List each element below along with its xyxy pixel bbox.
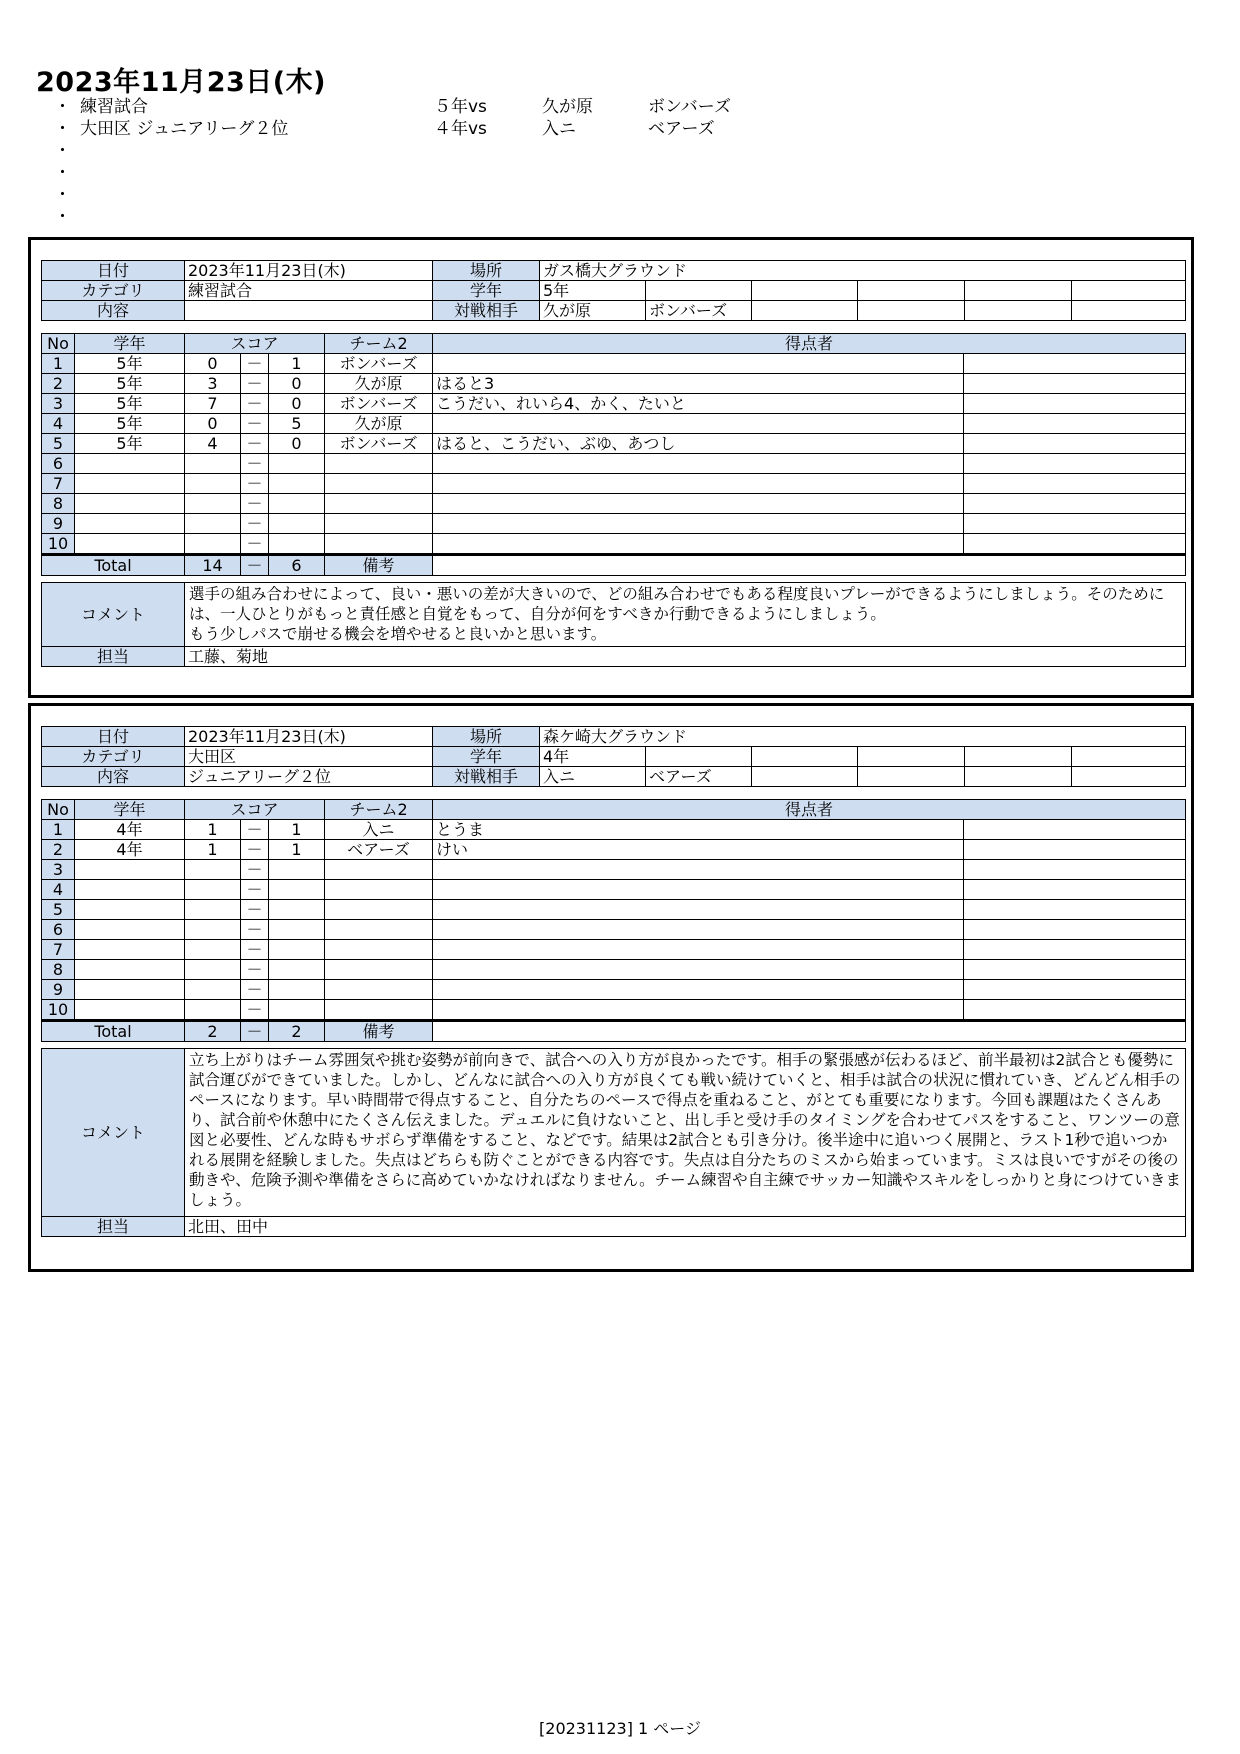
row-score-1 xyxy=(185,474,241,494)
staff-label: 担当 xyxy=(42,1217,185,1237)
row-score-2 xyxy=(269,940,325,960)
row-score-1 xyxy=(185,514,241,534)
blank-cell xyxy=(964,980,1186,1000)
table-row xyxy=(42,474,1186,494)
row-grade xyxy=(75,514,185,534)
col-header-scorers: 得点者 xyxy=(433,334,1186,354)
blank-cell xyxy=(964,840,1186,860)
row-score-2: 0 xyxy=(269,374,325,394)
table-row xyxy=(42,374,1186,394)
match-info-table xyxy=(41,260,1186,321)
row-score-1 xyxy=(185,940,241,960)
blank-cell xyxy=(964,354,1186,374)
table-row xyxy=(42,820,1186,840)
table-row xyxy=(42,354,1186,374)
row-no: 8 xyxy=(42,960,75,980)
row-no: 3 xyxy=(42,394,75,414)
row-score-sep: － xyxy=(241,900,269,920)
row-grade xyxy=(75,534,185,555)
row-scorers: けい xyxy=(433,840,964,860)
row-grade xyxy=(75,494,185,514)
row-team2 xyxy=(325,900,433,920)
row-score-sep: － xyxy=(241,494,269,514)
table-row xyxy=(42,434,1186,454)
summary-bullet: ・ xyxy=(54,185,71,205)
page-title: 2023年11月23日(木) xyxy=(36,67,326,98)
row-team2 xyxy=(325,514,433,534)
total-score-sep: － xyxy=(241,555,269,576)
row-scorers xyxy=(433,860,964,880)
table-row xyxy=(42,940,1186,960)
row-no: 8 xyxy=(42,494,75,514)
row-score-2: 0 xyxy=(269,434,325,454)
row-score-2 xyxy=(269,1000,325,1021)
row-score-2 xyxy=(269,474,325,494)
table-row xyxy=(42,980,1186,1000)
row-score-1 xyxy=(185,900,241,920)
page-footer: [20231123] 1 ページ xyxy=(539,1719,701,1738)
staff-value: 北田、田中 xyxy=(185,1217,1186,1237)
col-header-grade: 学年 xyxy=(75,334,185,354)
row-team2 xyxy=(325,920,433,940)
blank-cell xyxy=(964,940,1186,960)
col-header-scorers: 得点者 xyxy=(433,800,1186,820)
date-value: 2023年11月23日(木) xyxy=(185,727,433,747)
row-score-sep: － xyxy=(241,920,269,940)
blank-cell xyxy=(964,414,1186,434)
remarks-value xyxy=(433,555,1186,576)
summary-bullet: ・ xyxy=(54,163,71,183)
row-team2 xyxy=(325,1000,433,1021)
row-score-sep: － xyxy=(241,394,269,414)
row-score-2: 1 xyxy=(269,820,325,840)
results-table xyxy=(41,799,1186,1042)
blank-cell xyxy=(964,514,1186,534)
row-score-sep: － xyxy=(241,454,269,474)
row-score-sep: － xyxy=(241,354,269,374)
blank-cell xyxy=(964,474,1186,494)
staff-value: 工藤、菊地 xyxy=(185,647,1186,667)
row-score-2: 0 xyxy=(269,394,325,414)
row-score-2: 1 xyxy=(269,840,325,860)
remarks-label: 備考 xyxy=(325,1021,433,1042)
staff-label: 担当 xyxy=(42,647,185,667)
total-label: Total xyxy=(42,555,185,576)
row-score-sep: － xyxy=(241,474,269,494)
row-no: 10 xyxy=(42,1000,75,1021)
blank-cell xyxy=(964,900,1186,920)
comment-label: コメント xyxy=(42,1049,185,1217)
total-label: Total xyxy=(42,1021,185,1042)
row-score-2 xyxy=(269,534,325,555)
row-score-sep: － xyxy=(241,374,269,394)
row-score-1 xyxy=(185,980,241,1000)
content-label: 内容 xyxy=(42,767,185,787)
row-scorers xyxy=(433,1000,964,1021)
row-scorers xyxy=(433,920,964,940)
row-team2: ボンバーズ xyxy=(325,434,433,454)
blank-cell xyxy=(1072,281,1186,301)
row-score-sep: － xyxy=(241,514,269,534)
row-no: 1 xyxy=(42,354,75,374)
blank-cell xyxy=(964,534,1186,555)
row-scorers xyxy=(433,980,964,1000)
place-label: 場所 xyxy=(433,261,540,281)
row-score-1 xyxy=(185,860,241,880)
col-header-team2: チーム2 xyxy=(325,800,433,820)
row-score-sep: － xyxy=(241,940,269,960)
blank-cell xyxy=(1072,747,1186,767)
opponent-label: 対戦相手 xyxy=(433,767,540,787)
row-no: 3 xyxy=(42,860,75,880)
row-score-1 xyxy=(185,494,241,514)
row-scorers xyxy=(433,900,964,920)
category-label: カテゴリ xyxy=(42,281,185,301)
row-team2 xyxy=(325,860,433,880)
row-grade xyxy=(75,454,185,474)
row-scorers: はると、こうだい、ぶゆ、あつし xyxy=(433,434,964,454)
date-label: 日付 xyxy=(42,727,185,747)
row-grade: 4年 xyxy=(75,820,185,840)
row-team2: 入ニ xyxy=(325,820,433,840)
opponent-team-2: ベアーズ xyxy=(646,767,752,787)
row-score-sep: － xyxy=(241,820,269,840)
row-team2: ベアーズ xyxy=(325,840,433,860)
content-label: 内容 xyxy=(42,301,185,321)
row-scorers xyxy=(433,354,964,374)
opponent-team-1: 久が原 xyxy=(540,301,646,321)
table-row xyxy=(42,900,1186,920)
blank-cell xyxy=(965,301,1072,321)
match-report-1 xyxy=(28,237,1194,698)
row-team2 xyxy=(325,454,433,474)
row-score-1 xyxy=(185,880,241,900)
summary-team2: ボンバーズ xyxy=(648,97,731,117)
content-value xyxy=(185,301,433,321)
summary-team2: ベアーズ xyxy=(648,119,715,139)
row-score-sep: － xyxy=(241,414,269,434)
col-header-no: No xyxy=(42,800,75,820)
blank-cell xyxy=(964,454,1186,474)
col-header-score: スコア xyxy=(185,334,325,354)
row-grade xyxy=(75,1000,185,1021)
comment-table xyxy=(41,1048,1186,1237)
row-scorers xyxy=(433,940,964,960)
row-scorers xyxy=(433,534,964,555)
row-score-2 xyxy=(269,880,325,900)
category-value: 大田区 xyxy=(185,747,433,767)
match-info-table xyxy=(41,726,1186,787)
row-no: 7 xyxy=(42,474,75,494)
row-team2 xyxy=(325,880,433,900)
row-score-1: 3 xyxy=(185,374,241,394)
row-score-2 xyxy=(269,900,325,920)
blank-cell xyxy=(752,767,858,787)
match-report-2 xyxy=(28,703,1194,1272)
blank-cell xyxy=(858,747,965,767)
row-team2 xyxy=(325,940,433,960)
total-score-sep: － xyxy=(241,1021,269,1042)
table-row xyxy=(42,860,1186,880)
row-score-sep: － xyxy=(241,980,269,1000)
row-team2 xyxy=(325,494,433,514)
row-no: 9 xyxy=(42,514,75,534)
row-scorers xyxy=(433,514,964,534)
blank-cell xyxy=(646,281,752,301)
row-score-sep: － xyxy=(241,960,269,980)
blank-cell xyxy=(964,920,1186,940)
category-label: カテゴリ xyxy=(42,747,185,767)
blank-cell xyxy=(964,860,1186,880)
blank-cell xyxy=(964,494,1186,514)
row-grade xyxy=(75,880,185,900)
total-score-1: 14 xyxy=(185,555,241,576)
row-grade xyxy=(75,980,185,1000)
blank-cell xyxy=(752,281,858,301)
comment-label: コメント xyxy=(42,583,185,647)
summary-grade: ４年vs xyxy=(434,119,487,139)
row-team2: 久が原 xyxy=(325,374,433,394)
summary-team1: 久が原 xyxy=(542,97,593,117)
row-score-2 xyxy=(269,860,325,880)
row-grade xyxy=(75,900,185,920)
date-value: 2023年11月23日(木) xyxy=(185,261,433,281)
row-team2 xyxy=(325,980,433,1000)
row-grade: 4年 xyxy=(75,840,185,860)
row-no: 2 xyxy=(42,374,75,394)
total-score-2: 2 xyxy=(269,1021,325,1042)
grade-value: 5年 xyxy=(540,281,646,301)
place-label: 場所 xyxy=(433,727,540,747)
row-scorers: はると3 xyxy=(433,374,964,394)
blank-cell xyxy=(964,1000,1186,1021)
row-team2 xyxy=(325,960,433,980)
row-grade: 5年 xyxy=(75,414,185,434)
row-no: 5 xyxy=(42,434,75,454)
comment-text: 立ち上がりはチーム雰囲気や挑む姿勢が前向きで、試合への入り方が良かったです。相手の緊張感が伝わるほど、前半最初は2試合とも優勢に試合運びができていました。しかし、どんなに試合への入り方が良くても戦い続けていくと、相手は試合の状況に慣れていき、どんどん相手のペースになります。早い時間帯で得点すること、自分たちのペースで得点を重ねること、がとても重要になります。今回も課題はたくさんあり、試合前や休憩中にたくさん伝えました。デュエルに負けないこと、出し手と受け手のタイミングを合わせてパスをすること、ワンツーの意図と必要性、どんな時もサボらず準備をすること、などです。結果は2試合とも引き分け。後半途中に追いつく展開と、ラスト1秒で追いつかれる展開を経験しました。失点はどちらも防ぐことができる内容です。失点は自分たちのミスから始まっています。ミスは良いですがその後の動きや、危険予測や準備をさらに高めていかなければなりません。チーム練習や自主練でサッカー知識やスキルをしっかりと身につけていきましょう。 xyxy=(185,1049,1186,1217)
row-scorers: とうま xyxy=(433,820,964,840)
row-grade xyxy=(75,960,185,980)
blank-cell xyxy=(964,880,1186,900)
row-team2 xyxy=(325,534,433,555)
row-score-2 xyxy=(269,454,325,474)
row-scorers xyxy=(433,880,964,900)
blank-cell xyxy=(964,820,1186,840)
row-scorers xyxy=(433,474,964,494)
blank-cell xyxy=(858,301,965,321)
row-score-1 xyxy=(185,534,241,555)
blank-cell xyxy=(752,747,858,767)
opponent-label: 対戦相手 xyxy=(433,301,540,321)
row-no: 4 xyxy=(42,414,75,434)
row-no: 6 xyxy=(42,454,75,474)
table-row xyxy=(42,920,1186,940)
col-header-team2: チーム2 xyxy=(325,334,433,354)
summary-label: 大田区 ジュニアリーグ２位 xyxy=(80,119,289,139)
row-score-2 xyxy=(269,920,325,940)
row-no: 6 xyxy=(42,920,75,940)
row-score-sep: － xyxy=(241,1000,269,1021)
row-grade xyxy=(75,920,185,940)
comment-table xyxy=(41,582,1186,667)
summary-label: 練習試合 xyxy=(80,97,148,117)
col-header-grade: 学年 xyxy=(75,800,185,820)
row-no: 5 xyxy=(42,900,75,920)
summary-team1: 入ニ xyxy=(542,119,576,139)
date-label: 日付 xyxy=(42,261,185,281)
category-value: 練習試合 xyxy=(185,281,433,301)
row-grade: 5年 xyxy=(75,394,185,414)
blank-cell xyxy=(646,747,752,767)
table-row xyxy=(42,454,1186,474)
row-score-sep: － xyxy=(241,534,269,555)
remarks-label: 備考 xyxy=(325,555,433,576)
row-scorers: こうだい、れいら4、かく、たいと xyxy=(433,394,964,414)
place-value: 森ケ崎大グラウンド xyxy=(540,727,1186,747)
row-score-2 xyxy=(269,514,325,534)
grade-value: 4年 xyxy=(540,747,646,767)
remarks-value xyxy=(433,1021,1186,1042)
total-score-2: 6 xyxy=(269,555,325,576)
row-grade xyxy=(75,860,185,880)
row-no: 4 xyxy=(42,880,75,900)
row-grade: 5年 xyxy=(75,434,185,454)
table-row xyxy=(42,960,1186,980)
content-value: ジュニアリーグ２位 xyxy=(185,767,433,787)
row-score-sep: － xyxy=(241,434,269,454)
place-value: ガス橋大グラウンド xyxy=(540,261,1186,281)
opponent-team-2: ボンバーズ xyxy=(646,301,752,321)
summary-bullet: ・ xyxy=(54,97,71,117)
row-score-1 xyxy=(185,960,241,980)
blank-cell xyxy=(1072,301,1186,321)
row-score-1 xyxy=(185,1000,241,1021)
row-team2: ボンバーズ xyxy=(325,354,433,374)
summary-grade: ５年vs xyxy=(434,97,487,117)
table-row xyxy=(42,1000,1186,1021)
results-table xyxy=(41,333,1186,576)
col-header-no: No xyxy=(42,334,75,354)
blank-cell xyxy=(965,281,1072,301)
blank-cell xyxy=(964,434,1186,454)
row-score-1: 0 xyxy=(185,354,241,374)
row-grade xyxy=(75,474,185,494)
col-header-score: スコア xyxy=(185,800,325,820)
row-scorers xyxy=(433,454,964,474)
blank-cell xyxy=(858,281,965,301)
row-score-1: 4 xyxy=(185,434,241,454)
table-row xyxy=(42,880,1186,900)
table-row xyxy=(42,394,1186,414)
row-score-sep: － xyxy=(241,880,269,900)
row-grade: 5年 xyxy=(75,354,185,374)
row-score-1: 0 xyxy=(185,414,241,434)
row-scorers xyxy=(433,960,964,980)
row-score-sep: － xyxy=(241,840,269,860)
grade-label: 学年 xyxy=(433,281,540,301)
row-scorers xyxy=(433,414,964,434)
table-row xyxy=(42,534,1186,555)
summary-bullet: ・ xyxy=(54,119,71,139)
grade-label: 学年 xyxy=(433,747,540,767)
opponent-team-1: 入ニ xyxy=(540,767,646,787)
blank-cell xyxy=(964,960,1186,980)
blank-cell xyxy=(965,747,1072,767)
total-score-1: 2 xyxy=(185,1021,241,1042)
blank-cell xyxy=(1072,767,1186,787)
row-score-2 xyxy=(269,960,325,980)
table-row xyxy=(42,414,1186,434)
row-grade xyxy=(75,940,185,960)
row-no: 1 xyxy=(42,820,75,840)
row-no: 10 xyxy=(42,534,75,555)
row-score-sep: － xyxy=(241,860,269,880)
row-grade: 5年 xyxy=(75,374,185,394)
row-score-1 xyxy=(185,920,241,940)
row-score-2 xyxy=(269,980,325,1000)
summary-bullet: ・ xyxy=(54,141,71,161)
blank-cell xyxy=(858,767,965,787)
table-row xyxy=(42,494,1186,514)
row-team2 xyxy=(325,474,433,494)
row-score-2: 5 xyxy=(269,414,325,434)
blank-cell xyxy=(964,394,1186,414)
table-row xyxy=(42,514,1186,534)
blank-cell xyxy=(964,374,1186,394)
row-score-1: 1 xyxy=(185,840,241,860)
row-score-2 xyxy=(269,494,325,514)
blank-cell xyxy=(752,301,858,321)
row-team2: ボンバーズ xyxy=(325,394,433,414)
summary-bullet: ・ xyxy=(54,207,71,227)
comment-text: 選手の組み合わせによって、良い・悪いの差が大きいので、どの組み合わせでもある程度良いプレーができるようにしましょう。そのためには、一人ひとりがもっと責任感と自覚をもって、自分が何をすべきか行動できるようにしましょう。 もう少しパスで崩せる機会を増やせると良いかと思います。 xyxy=(185,583,1186,647)
row-score-1: 7 xyxy=(185,394,241,414)
blank-cell xyxy=(965,767,1072,787)
table-row xyxy=(42,840,1186,860)
row-no: 7 xyxy=(42,940,75,960)
row-score-2: 1 xyxy=(269,354,325,374)
row-no: 9 xyxy=(42,980,75,1000)
row-scorers xyxy=(433,494,964,514)
row-score-1: 1 xyxy=(185,820,241,840)
row-no: 2 xyxy=(42,840,75,860)
row-team2: 久が原 xyxy=(325,414,433,434)
row-score-1 xyxy=(185,454,241,474)
